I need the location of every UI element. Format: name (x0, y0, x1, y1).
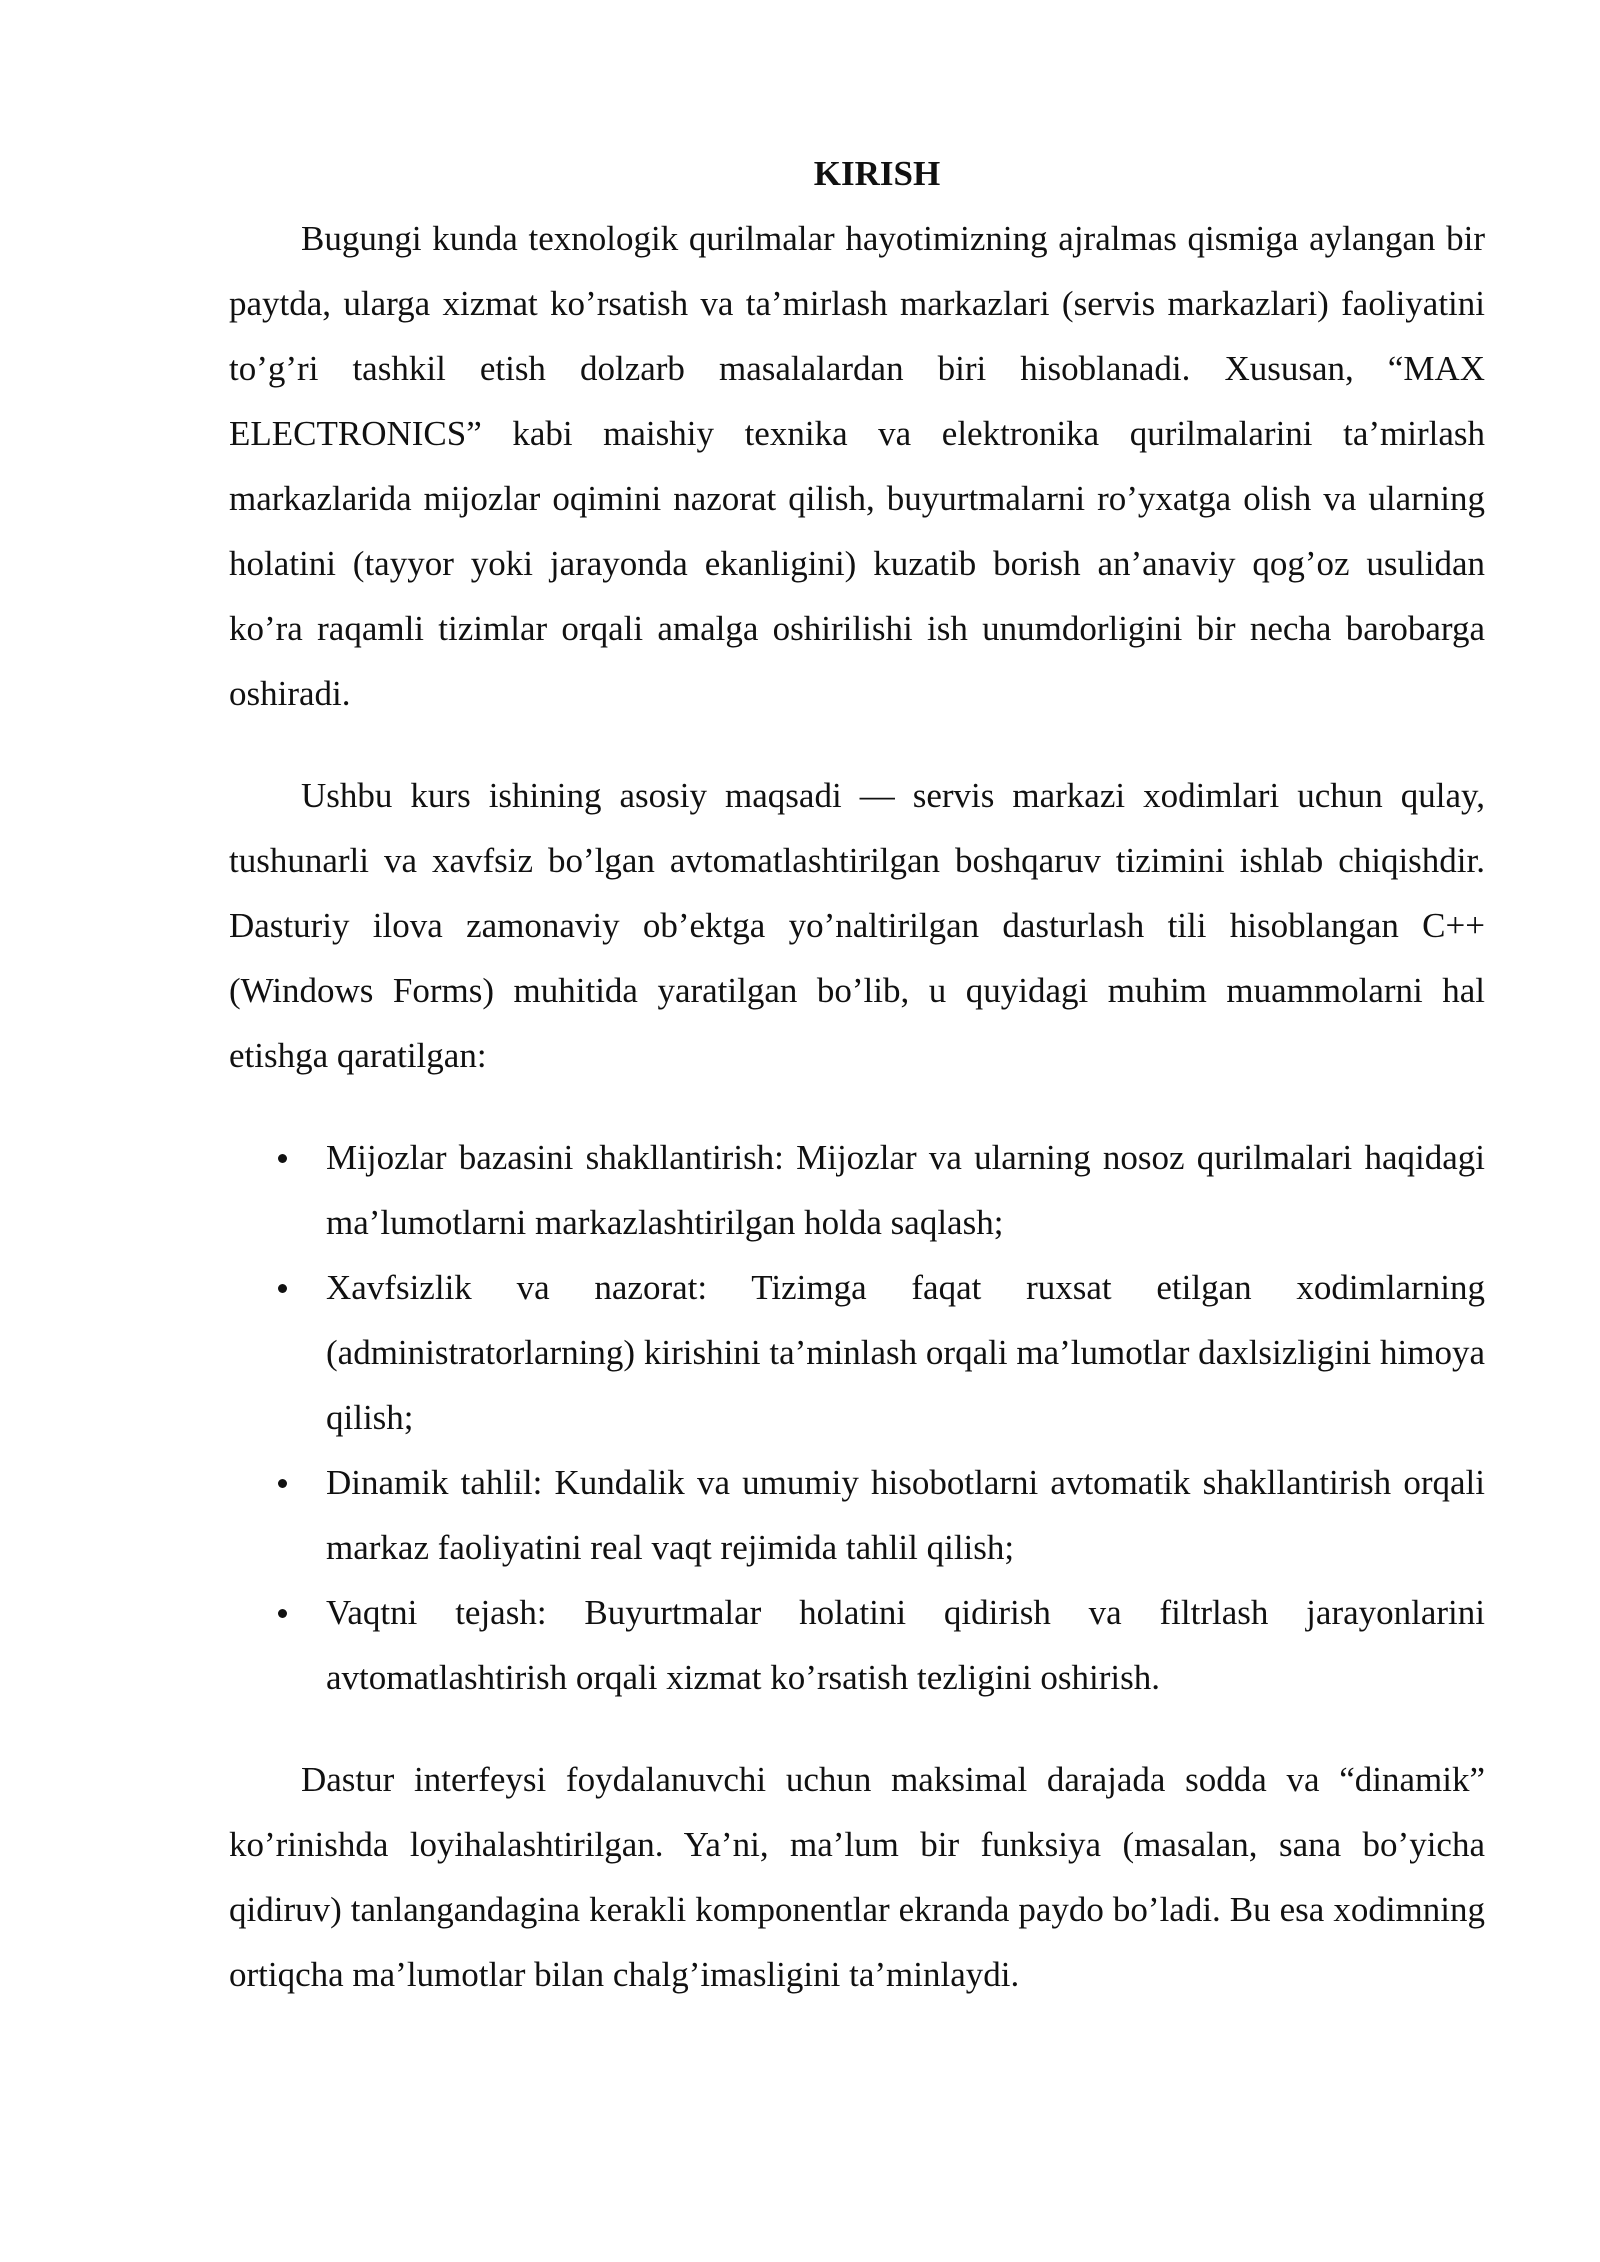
closing-paragraph: Dastur interfeysi foydalanuvchi uchun maksimal darajada sodda va “dinamik” ko’rinishda loyihalashtirilgan. Ya’ni, ma’lum bir funksiya (masalan, sana bo’yicha qidiruv) tanlangandagina kerakli komponentlar ekranda paydo bo’ladi. Bu esa xodimning ortiqcha ma’lumotlar bilan chalg’imasligini ta’minlaydi. (229, 1760, 1485, 1994)
list-item (229, 1580, 1485, 1710)
list-item (229, 1125, 1485, 1255)
list-item-text: Vaqtni tejash: Buyurtmalar holatini qidirish va filtrlash jarayonlarini avtomatlashtirish orqali xizmat ko’rsatish tezligini oshirish. (326, 1593, 1485, 1697)
bullet-icon (278, 1609, 287, 1618)
intro-paragraph: Bugungi kunda texnologik qurilmalar hayotimizning ajralmas qismiga aylangan bir paytda, ularga xizmat ko’rsatish va ta’mirlash markazlari (servis markazlari) faoliyatini to’g’ri tashkil etish dolzarb masalalardan biri hisoblanadi. Xususan, “MAX ELECTRONICS” kabi maishiy texnika va elektronika qurilmalarini ta’mirlash markazlarida mijozlar oqimini nazorat qilish, buyurtmalarni ro’yxatga olish va ularning holatini (tayyor yoki jarayonda ekanligini) kuzatib borish an’anaviy qog’oz usulidan ko’ra raqamli tizimlar orqali amalga oshirilishi ish unumdorligini bir necha barobarga oshiradi. (229, 219, 1485, 713)
bullet-icon (278, 1479, 287, 1488)
bullet-icon (278, 1154, 287, 1163)
list-item-text: Mijozlar bazasini shakllantirish: Mijozlar va ularning nosoz qurilmalari haqidagi ma’lumotlarni markazlashtirilgan holda saqlash; (326, 1138, 1485, 1242)
document-body (229, 148, 1485, 2007)
list-item-text: Dinamik tahlil: Kundalik va umumiy hisobotlarni avtomatik shakllantirish orqali markaz faoliyatini real vaqt rejimida tahlil qilish; (326, 1463, 1485, 1567)
list-item (229, 1255, 1485, 1450)
problem-list (229, 1125, 1485, 1710)
list-item-text: Xavfsizlik va nazorat: Tizimga faqat ruxsat etilgan xodimlarning (administratorlarning) kirishini ta’minlash orqali ma’lumotlar daxlsizligini himoya qilish; (326, 1268, 1485, 1437)
section-heading: KIRISH (813, 154, 941, 193)
list-item (229, 1450, 1485, 1580)
goal-paragraph: Ushbu kurs ishining asosiy maqsadi — servis markazi xodimlari uchun qulay, tushunarli va xavfsiz bo’lgan avtomatlashtirilgan boshqaruv tizimini ishlab chiqishdir. Dasturiy ilova zamonaviy ob’ektga yo’naltirilgan dasturlash tili hisoblangan C++ (Windows Forms) muhitida yaratilgan bo’lib, u quyidagi muhim muammolarni hal etishga qaratilgan: (229, 776, 1485, 1075)
bullet-icon (278, 1284, 287, 1293)
